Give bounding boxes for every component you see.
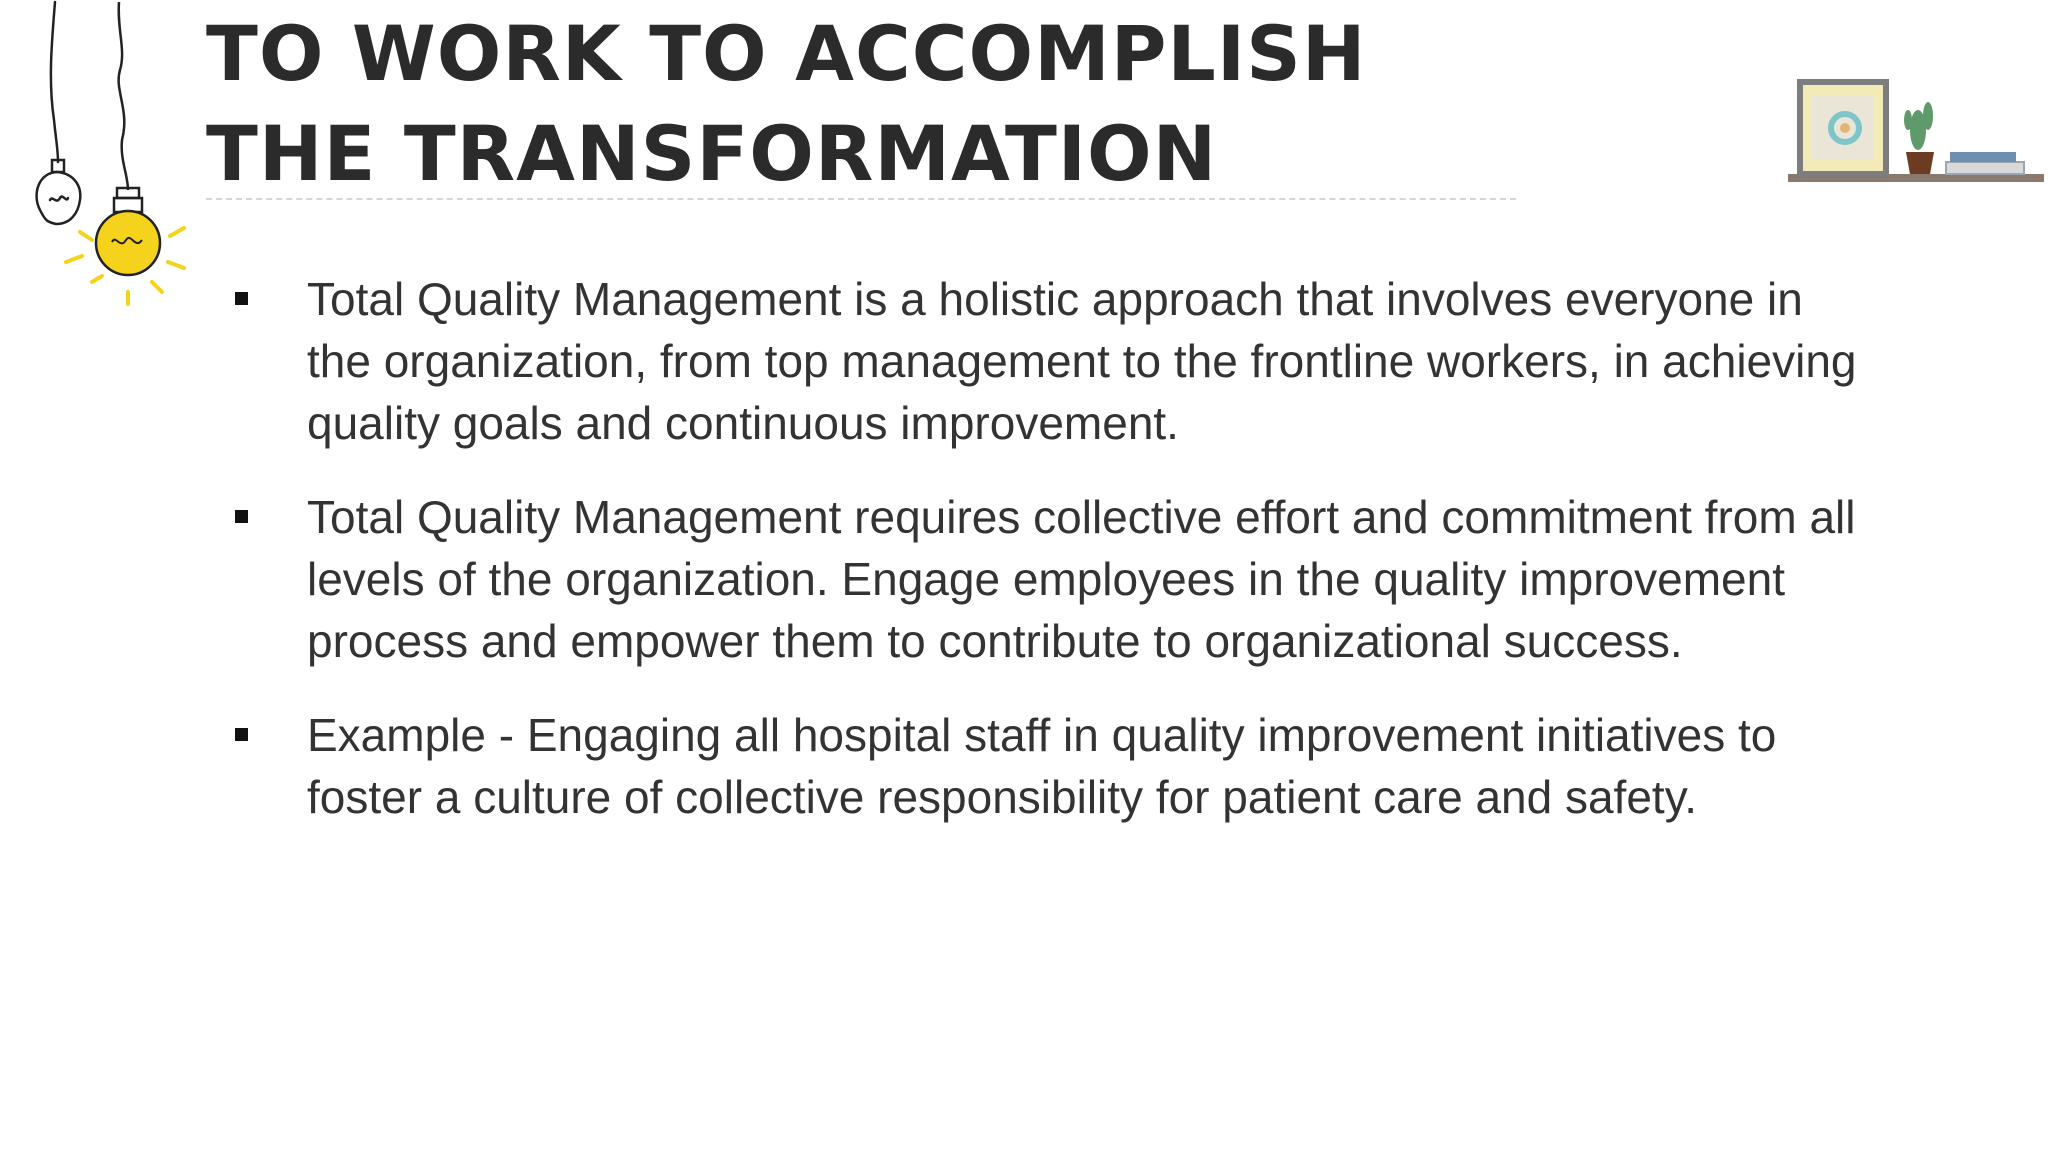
bullet-marker-icon (235, 510, 248, 523)
light-bulb-off-icon (37, 2, 81, 224)
bullet-text: Total Quality Management requires collective effort and commitment from all levels of the organization. Engage employees in the quality improvement process and empower them to contribute to organizational success. (307, 491, 1856, 667)
light-bulb-on-icon (66, 2, 184, 304)
bullet-marker-icon (235, 292, 248, 305)
shelf-decoration-icon (1788, 82, 2044, 182)
bullet-list (230, 268, 1857, 860)
title-divider (206, 198, 1516, 200)
bullet-marker-icon (235, 728, 248, 741)
bullet-item (230, 268, 1857, 454)
bullet-text: Example - Engaging all hospital staff in quality improvement initiatives to foster a culture of collective responsibility for patient care and safety. (307, 709, 1777, 823)
bullet-item (230, 486, 1856, 672)
slide-title: TO WORK TO ACCOMPLISH THE TRANSFORMATION (206, 9, 1367, 198)
bullet-text: Total Quality Management is a holistic approach that involves everyone in the organization, from top management to the frontline workers, in achieving quality goals and continuous improvement. (307, 273, 1857, 449)
bullet-item (230, 704, 1830, 828)
